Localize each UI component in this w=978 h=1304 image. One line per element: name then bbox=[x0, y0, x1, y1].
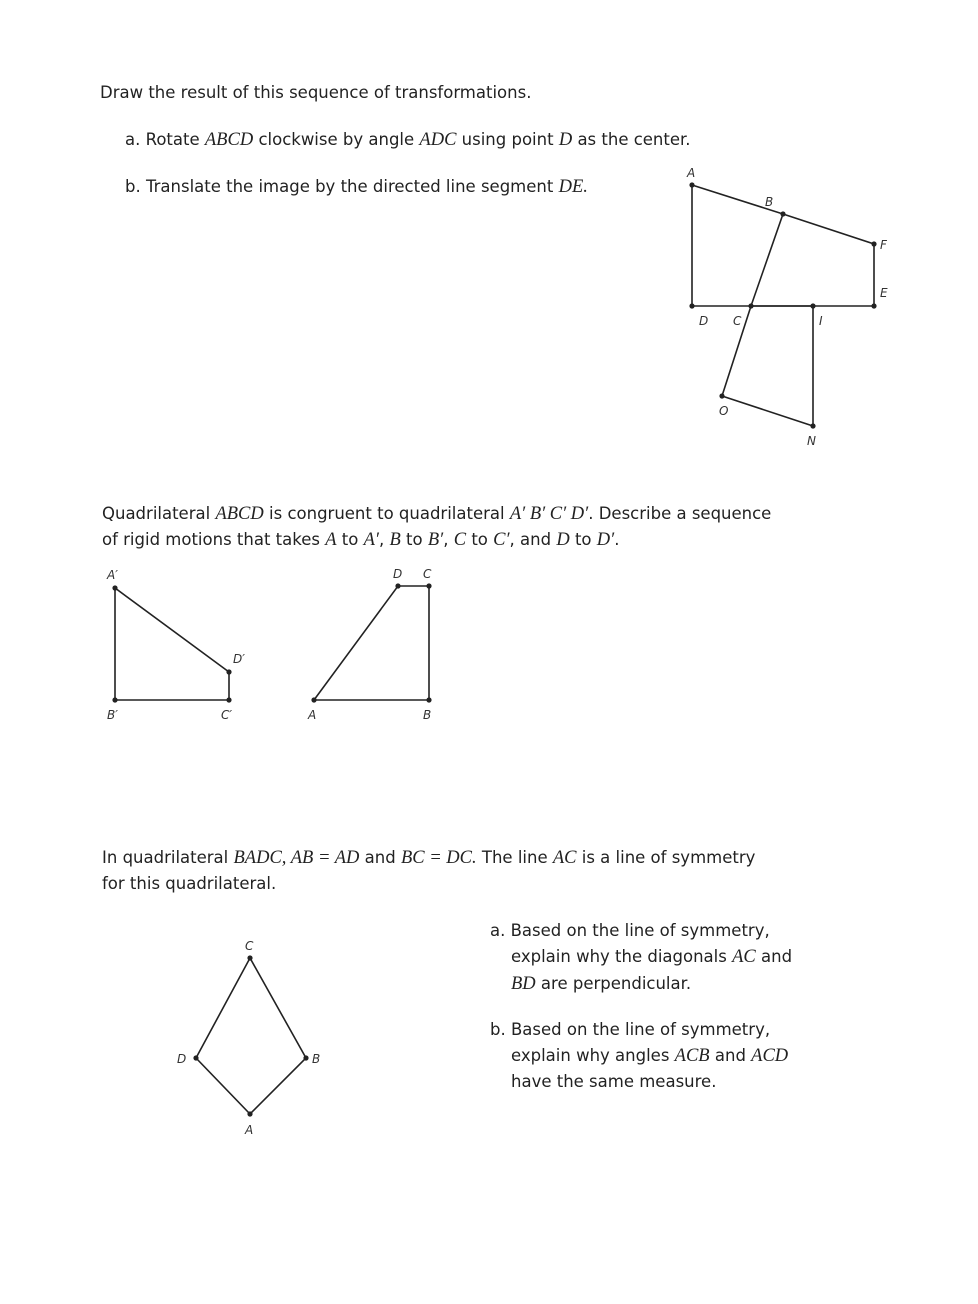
figure2-quad-abcd bbox=[314, 586, 429, 700]
figure1-quad-abcd bbox=[692, 185, 874, 306]
problem3-line1: In quadrilateral BADC, AB = AD and BC = DC. The line AC is a line of symmetry bbox=[102, 848, 756, 868]
label-fig2-D: D bbox=[393, 567, 403, 581]
label-fig1-E: E bbox=[880, 286, 888, 300]
figure3-kite bbox=[196, 958, 306, 1114]
point-fig1-N bbox=[810, 423, 815, 428]
problem3-line2: for this quadrilateral. bbox=[102, 874, 277, 893]
point-fig3-B bbox=[303, 1055, 308, 1060]
point-fig2-D bbox=[395, 583, 400, 588]
label-fig2-Cp: C′ bbox=[221, 708, 233, 722]
point-fig1-D bbox=[689, 303, 694, 308]
problem3-part-a-l3: BD are perpendicular. bbox=[511, 974, 692, 994]
problem2-line2: of rigid motions that takes A to A′, B to B′, C to C′, and D to D′. bbox=[102, 530, 620, 550]
label-fig2-C: C bbox=[423, 567, 432, 581]
label-fig3-C: C bbox=[245, 939, 254, 953]
label-fig2-Ap: A′ bbox=[107, 568, 118, 582]
figure2-quad-prime bbox=[115, 588, 229, 700]
problem3-part-b-l2: explain why angles ACB and ACD bbox=[511, 1046, 789, 1066]
point-fig1-B bbox=[780, 211, 785, 216]
point-fig3-C bbox=[247, 955, 252, 960]
problem3-part-a-l1: a. Based on the line of symmetry, bbox=[490, 921, 770, 940]
figure1-rotation-translation bbox=[692, 185, 874, 426]
point-fig1-A bbox=[689, 182, 694, 187]
label-fig1-N: N bbox=[807, 434, 816, 448]
point-fig1-F bbox=[871, 241, 876, 246]
problem1-part-b: b. Translate the image by the directed line segment DE. bbox=[125, 177, 588, 197]
point-fig2-Bp bbox=[112, 697, 117, 702]
label-fig1-D: D bbox=[699, 314, 709, 328]
label-fig3-D: D bbox=[177, 1052, 187, 1066]
label-fig1-B: B bbox=[765, 195, 774, 209]
label-fig3-B: B bbox=[312, 1052, 321, 1066]
point-fig2-Cp bbox=[226, 697, 231, 702]
point-fig3-A bbox=[247, 1111, 252, 1116]
point-fig2-C bbox=[426, 583, 431, 588]
label-fig1-O: O bbox=[719, 404, 729, 418]
point-fig3-D bbox=[193, 1055, 198, 1060]
label-fig1-I: I bbox=[819, 314, 823, 328]
label-fig1-C: C bbox=[733, 314, 742, 328]
label-fig2-A: A bbox=[308, 708, 317, 722]
point-fig1-I bbox=[810, 303, 815, 308]
figure3-kite-badc bbox=[196, 958, 306, 1114]
problem3-part-a-l2: explain why the diagonals AC and bbox=[511, 947, 793, 967]
point-fig2-A bbox=[311, 697, 316, 702]
problem2-line1: Quadrilateral ABCD is congruent to quadrilateral A′ B′ C′ D′. Describe a sequence bbox=[102, 504, 772, 524]
label-fig2-Dp: D′ bbox=[233, 652, 245, 666]
label-fig3-A: A bbox=[245, 1123, 254, 1137]
point-fig2-Dp bbox=[226, 669, 231, 674]
label-fig1-A: A bbox=[687, 166, 696, 180]
figure2-congruent-quads bbox=[115, 586, 429, 700]
label-fig2-Bp: B′ bbox=[107, 708, 118, 722]
problem3-part-b-l3: have the same measure. bbox=[511, 1072, 717, 1091]
problem1-part-a: a. Rotate ABCD clockwise by angle ADC using point D as the center. bbox=[125, 130, 691, 150]
label-fig2-B: B bbox=[423, 708, 432, 722]
label-fig1-F: F bbox=[880, 238, 887, 252]
point-fig2-Ap bbox=[112, 585, 117, 590]
point-fig1-C bbox=[748, 303, 753, 308]
problem1-prompt: Draw the result of this sequence of transformations. bbox=[100, 83, 532, 102]
point-fig2-B bbox=[426, 697, 431, 702]
point-fig1-E bbox=[871, 303, 876, 308]
point-fig1-O bbox=[719, 393, 724, 398]
problem3-part-b-l1: b. Based on the line of symmetry, bbox=[490, 1020, 771, 1039]
